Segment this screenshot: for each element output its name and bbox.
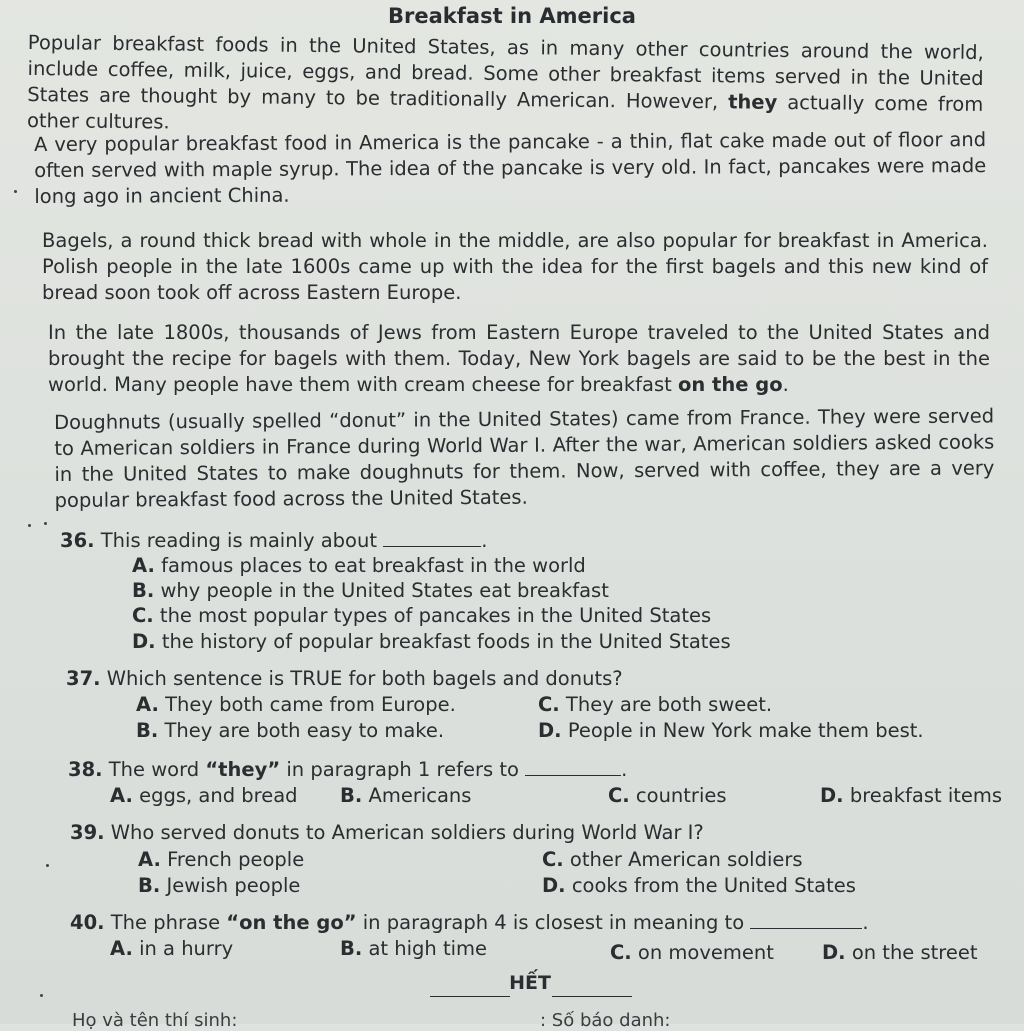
question-end: . <box>862 911 869 934</box>
question-text-end: in paragraph 4 is closest in meaning to <box>356 911 745 934</box>
option-text: Americans <box>368 784 472 807</box>
question-text: The phrase <box>110 911 227 934</box>
option-39-b[interactable] <box>138 873 300 899</box>
option-38-a[interactable] <box>110 783 298 809</box>
option-39-d[interactable] <box>542 873 856 899</box>
question-text-end: in paragraph 1 refers to <box>280 758 519 781</box>
question-keyword: “they” <box>205 758 281 781</box>
option-text: why people in the United States eat breakfast <box>160 579 609 602</box>
option-text: They both came from Europe. <box>165 693 456 716</box>
footer-candidate-name: Họ và tên thí sinh: <box>72 1010 238 1031</box>
option-text: eggs, and bread <box>139 784 298 807</box>
option-text: at high time <box>368 937 488 960</box>
option-text: People in New York make them best. <box>567 719 924 742</box>
option-letter: A. <box>136 693 159 716</box>
question-37 <box>66 666 623 692</box>
end-line-left <box>430 996 510 997</box>
option-letter: C. <box>542 848 564 871</box>
option-text: other American soldiers <box>569 848 803 871</box>
question-36 <box>60 528 487 554</box>
paragraph-4-text: In the late 1800s, thousands of Jews from Eastern Europe traveled to the United States and brought the recipe for bagels with them. Today, New York bagels are said to be the best in the world. Many people have them with cream cheese for breakfast <box>48 321 990 396</box>
option-letter: A. <box>132 554 155 577</box>
paragraph-1-text: Popular breakfast foods in the United States, as in many other countries around the world, include coffee, milk, juice, eggs, and bread. Some other breakfast items served in the United States are thought by many to be traditionally American. However, <box>27 30 984 114</box>
option-letter: A. <box>110 784 133 807</box>
question-number: 37. <box>66 667 101 690</box>
option-38-c[interactable] <box>608 783 727 809</box>
option-39-a[interactable] <box>138 847 304 873</box>
option-letter: C. <box>610 941 632 964</box>
option-text: cooks from the United States <box>571 874 856 897</box>
question-number: 39. <box>70 821 105 844</box>
option-text: They are both sweet. <box>565 693 773 716</box>
option-40-c[interactable] <box>610 940 774 966</box>
question-40 <box>70 910 869 936</box>
option-letter: B. <box>138 874 161 897</box>
paragraph-2: A very popular breakfast food in America is the pancake - a thin, flat cake made out of floor and often served with maple syrup. The idea of the pancake is very old. In fact, pancakes were made long ago in ancient China. <box>34 128 987 208</box>
option-text: breakfast items <box>849 784 1003 807</box>
question-end: . <box>481 529 488 552</box>
option-40-b[interactable] <box>340 936 487 962</box>
question-number: 36. <box>60 529 95 552</box>
option-text: Jewish people <box>166 874 301 897</box>
option-letter: A. <box>110 937 133 960</box>
stray-dot <box>46 864 49 867</box>
end-line-right <box>552 996 632 997</box>
stray-dot <box>14 190 17 193</box>
option-letter: C. <box>132 604 154 627</box>
stray-dot <box>40 994 43 997</box>
option-38-d[interactable] <box>820 783 1002 809</box>
question-number: 40. <box>70 911 105 934</box>
option-40-a[interactable] <box>110 936 233 962</box>
paragraph-5: Doughnuts (usually spelled “donut” in the United States) came from France. They were served to American soldiers in France during World War I. After the war, American soldiers asked cooks in the United States to make doughnuts for them. Now, served with coffee, they are a very popular breakfast food across the United States. <box>54 404 995 512</box>
option-letter: D. <box>820 784 844 807</box>
option-text: the history of popular breakfast foods in the United States <box>161 630 731 653</box>
paragraph-4 <box>48 320 990 398</box>
option-letter: C. <box>538 693 560 716</box>
option-36-a[interactable] <box>132 553 586 579</box>
option-letter: D. <box>538 719 562 742</box>
option-40-d[interactable] <box>822 940 978 966</box>
option-37-d[interactable] <box>538 718 924 744</box>
paragraph-3: Bagels, a round thick bread with whole in the middle, are also popular for breakfast in America. Polish people in the late 1600s came up with the idea for the first bagels and this new kind of bread soon took off across Eastern Europe. <box>42 229 988 304</box>
option-letter: D. <box>542 874 566 897</box>
option-text: famous places to eat breakfast in the world <box>161 554 586 577</box>
option-37-c[interactable] <box>538 692 772 718</box>
option-letter: A. <box>138 848 161 871</box>
page-title: Breakfast in America <box>388 4 636 28</box>
option-text: on the street <box>851 941 978 964</box>
paragraph-4-highlight: on the go <box>677 373 783 396</box>
question-text: The word <box>108 758 206 781</box>
paragraph-1-highlight: they <box>728 90 778 114</box>
paragraph-1-text-end: actually come from other cultures. <box>26 90 984 134</box>
option-letter: C. <box>608 784 630 807</box>
answer-blank <box>525 759 621 776</box>
option-letter: D. <box>132 630 156 653</box>
question-end: . <box>621 758 628 781</box>
option-36-d[interactable] <box>132 629 731 655</box>
question-text: Who served donuts to American soldiers during World War I? <box>110 821 704 844</box>
question-keyword: “on the go” <box>226 911 357 934</box>
option-text: countries <box>635 784 727 807</box>
option-letter: B. <box>340 937 363 960</box>
option-letter: D. <box>822 941 846 964</box>
question-text: This reading is mainly about <box>100 529 377 552</box>
option-36-b[interactable] <box>132 578 609 604</box>
option-37-a[interactable] <box>136 692 456 718</box>
option-letter: B. <box>132 579 155 602</box>
question-text: Which sentence is TRUE for both bagels and donuts? <box>106 667 623 690</box>
option-38-b[interactable] <box>340 783 471 809</box>
option-39-c[interactable] <box>542 847 803 873</box>
option-text: the most popular types of pancakes in the United States <box>159 604 712 627</box>
option-text: They are both easy to make. <box>164 719 445 742</box>
question-38 <box>68 757 627 783</box>
end-mark: HẾT <box>509 972 551 994</box>
paragraph-4-text-end: . <box>782 373 789 396</box>
stray-dot <box>44 522 47 525</box>
option-letter: B. <box>136 719 159 742</box>
option-37-b[interactable] <box>136 718 444 744</box>
stray-dot <box>28 524 31 527</box>
option-text: French people <box>167 848 305 871</box>
answer-blank <box>383 530 481 547</box>
answer-blank <box>750 912 862 929</box>
option-text: on movement <box>637 941 774 964</box>
option-letter: B. <box>340 784 363 807</box>
question-39 <box>70 820 704 846</box>
question-number: 38. <box>68 758 103 781</box>
option-36-c[interactable] <box>132 603 711 629</box>
footer-candidate-number: : Số báo danh: <box>540 1010 671 1031</box>
option-text: in a hurry <box>139 937 234 960</box>
